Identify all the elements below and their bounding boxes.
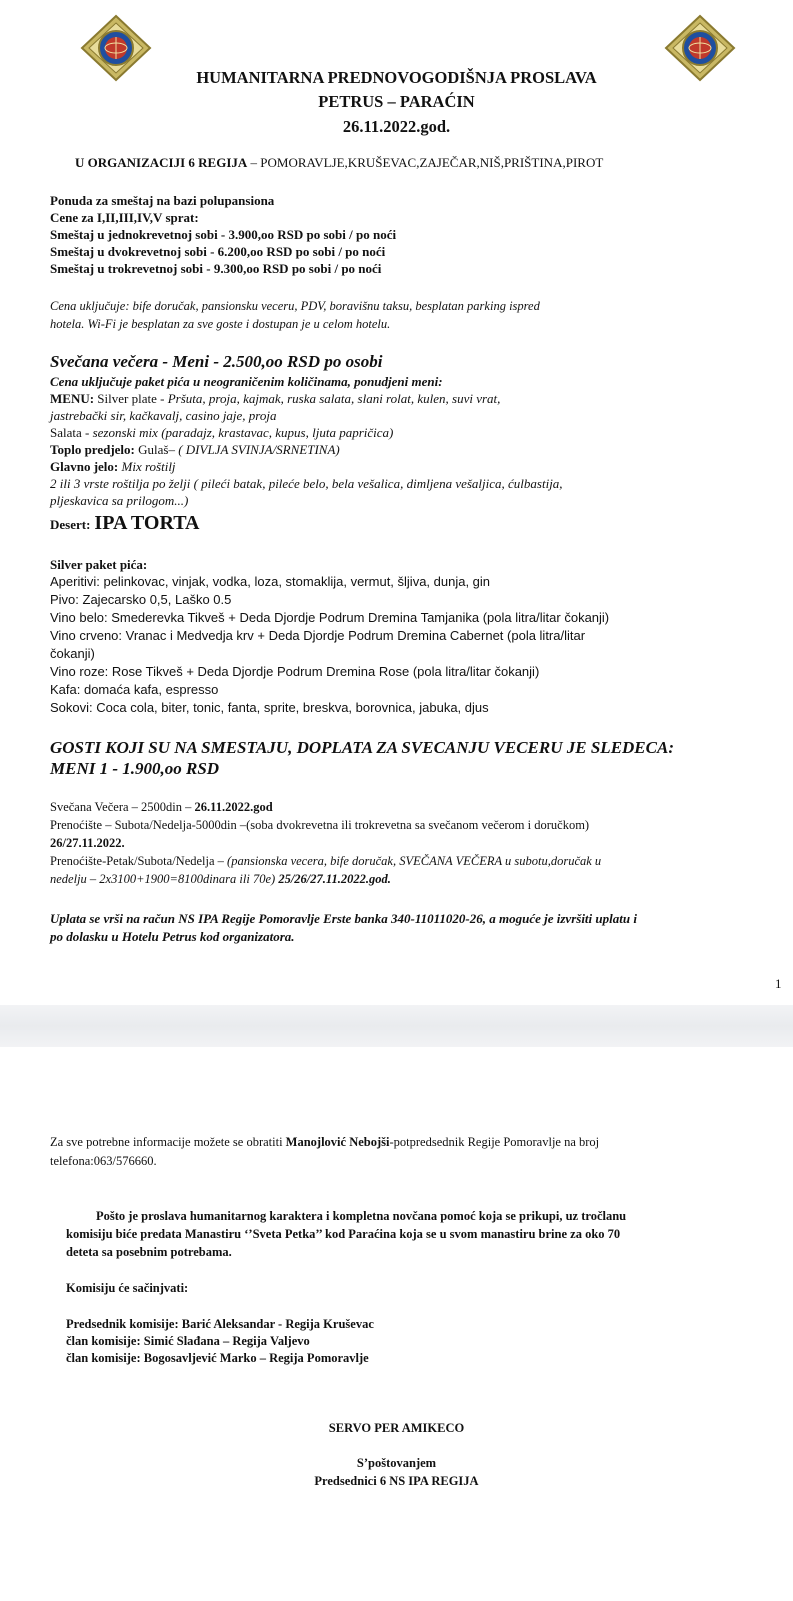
payment-line-2: po dolasku u Hotelu Petrus kod organizatora. <box>50 929 295 944</box>
contact-pre: Za sve potrebne informacije možete se obratiti <box>50 1135 286 1149</box>
price-single: Smeštaj u jednokrevetnoj sobi - 3.900,oo RSD po sobi / po noći <box>50 227 397 242</box>
accommodation-floors: Cene za I,II,III,IV,V sprat: <box>50 210 199 225</box>
package-three-nights-line-2 <box>50 872 391 887</box>
document-page-2 <box>0 1047 793 1601</box>
drinks-beer: Pivo: Zajecarsko 0,5, Laško 0.5 <box>50 592 232 607</box>
menu-label: MENU: <box>50 391 95 406</box>
guests-surcharge-line: GOSTI KOJI SU NA SMESTAJU, DOPLATA ZA SVECANJU VECERU JE SLEDECA: <box>50 738 674 757</box>
package-three-nights-price: nedelju – 2x3100+1900=8100dinara ili 70e) <box>50 872 279 886</box>
menu-line-1 <box>50 391 500 407</box>
charity-line-2: komisiju biće predata Manastiru ‘’Sveta Petka’’ kod Paraćina koja se u svom manastiru brine za oko 70 <box>66 1227 621 1241</box>
price-double: Smeštaj u dvokrevetnoj sobi - 6.200,oo RSD po sobi / po noći <box>50 244 386 259</box>
organizers-bold: U ORGANIZACIJI 6 REGIJA <box>75 155 248 170</box>
main-course-line <box>50 459 176 475</box>
grill-line-2: pljeskavica sa prilogom...) <box>50 493 189 508</box>
contact-name: Manojlović Nebojši <box>285 1135 390 1149</box>
committee-title: Komisiju će sačinjvati: <box>66 1281 189 1295</box>
contact-line-1 <box>50 1135 599 1150</box>
drinks-juices: Sokovi: Coca cola, biter, tonic, fanta, sprite, breskva, borovnica, jabuka, djus <box>50 700 489 715</box>
organizers-line <box>75 155 603 171</box>
warm-dish: Gulaš <box>134 442 169 457</box>
package-three-nights-details: (pansionska vecera, bife doručak, SVEČANA VEČERA u subotu,doručak u <box>227 854 602 868</box>
package-dinner-text: Svečana Večera – 2500din – <box>50 800 195 814</box>
package-weekend-date: 26/27.11.2022. <box>50 836 125 850</box>
dessert-name: IPA TORTA <box>94 512 200 534</box>
package-dinner-date: 26.11.2022.god <box>194 800 273 814</box>
organizers-regions: – POMORAVLJE,KRUŠEVAC,ZAJEČAR,NIŠ,PRIŠTINA,PIROT <box>247 155 604 170</box>
salad-label: Salata - <box>50 425 93 440</box>
drinks-red-wine-cont: čokanji) <box>50 646 95 661</box>
salad-line <box>50 425 393 441</box>
warm-label: Toplo predjelo: <box>50 442 135 457</box>
dinner-title: Svečana večera - Meni - 2.500,oo RSD po osobi <box>50 352 383 371</box>
committee-member-2: član komisije: Bogosavljević Marko – Regija Pomoravlje <box>66 1351 369 1365</box>
title-line-1: HUMANITARNA PREDNOVOGODIŠNJA PROSLAVA <box>196 68 597 87</box>
page-number: 1 <box>775 976 782 991</box>
main-items: Mix roštilj <box>118 459 176 474</box>
motto: SERVO PER AMIKECO <box>328 1421 465 1435</box>
contact-post: -potpredsednik Regije Pomoravlje na broj <box>389 1135 600 1149</box>
charity-line-3: deteta sa posebnim potrebama. <box>66 1245 232 1259</box>
accommodation-offer: Ponuda za smeštaj na bazi polupansiona <box>50 193 275 208</box>
page-separator <box>0 1005 793 1047</box>
drinks-coffee: Kafa: domaća kafa, espresso <box>50 682 219 697</box>
grill-line-1: 2 ili 3 vrste roštilja po želji ( pileći batak, pileće belo, bela vešalica, dimljena vešaljica, ćulbastija, <box>50 476 563 491</box>
package-three-nights <box>50 854 601 869</box>
menu-items-2: jastrebački sir, kačkavalj, casino jaje, proja <box>50 408 277 423</box>
main-label: Glavno jelo: <box>50 459 119 474</box>
payment-line-1: Uplata se vrši na račun NS IPA Regije Pomoravlje Erste banka 340-11011020-26, a moguće je izvršiti uplatu i <box>50 911 637 926</box>
committee-member-1: član komisije: Simić Slađana – Regija Valjevo <box>66 1334 310 1348</box>
dessert-label: Desert: <box>50 517 91 532</box>
menu-items-1: Pršuta, proja, kajmak, ruska salata, slani rolat, kulen, suvi vrat, <box>167 391 501 406</box>
includes-line-2: hotela. Wi-Fi je besplatan za sve goste i dostupan je u celom hotelu. <box>50 317 391 331</box>
drinks-title: Silver paket pića: <box>50 557 148 572</box>
package-three-nights-text: Prenoćište-Petak/Subota/Nedelja – <box>50 854 228 868</box>
price-triple: Smeštaj u trokrevetnoj sobi - 9.300,oo RSD po sobi / po noći <box>50 261 382 276</box>
committee-president: Predsednik komisije: Barić Aleksandar - Regija Kruševac <box>66 1317 374 1331</box>
package-dinner <box>50 800 273 815</box>
regards: S’poštovanjem <box>356 1456 437 1470</box>
package-weekend: Prenoćište – Subota/Nedelja-5000din –(soba dvokrevetna ili trokrevetna sa svečanom večerom i doručkom) <box>50 818 590 832</box>
drinks-aperitifs: Aperitivi: pelinkovac, vinjak, vodka, loza, stomaklija, vermut, šljiva, dunja, gin <box>50 574 491 589</box>
contact-phone: telefona:063/576660. <box>50 1154 157 1168</box>
warm-starter-line <box>50 442 340 458</box>
drinks-white-wine: Vino belo: Smederevka Tikveš + Deda Djordje Podrum Dremina Tamjanika (pola litra/litar čokanji) <box>50 610 610 625</box>
title-line-2: PETRUS – PARAĆIN <box>318 92 475 111</box>
salad-items: sezonski mix (paradajz, krastavac, kupus, ljuta papričica) <box>92 425 394 440</box>
warm-items: – ( DIVLJA SVINJA/SRNETINA) <box>168 442 340 457</box>
charity-line-1: Pošto je proslava humanitarnog karaktera i kompletna novčana pomoć koja se prikupi, uz tročlanu <box>96 1209 627 1223</box>
drinks-red-wine: Vino crveno: Vranac i Medvedja krv + Deda Djordje Podrum Dremina Cabernet (pola litra/litar <box>50 628 586 643</box>
menu-plate: Silver plate - <box>94 391 168 406</box>
package-three-nights-date: 25/26/27.11.2022.god. <box>278 872 391 886</box>
signature: Predsednici 6 NS IPA REGIJA <box>314 1474 479 1488</box>
drinks-rose-wine: Vino roze: Rose Tikveš + Deda Djordje Podrum Dremina Rose (pola litra/litar čokanji) <box>50 664 540 679</box>
dessert-line <box>50 512 200 535</box>
event-date: 26.11.2022.god. <box>342 117 451 136</box>
guests-menu-price: MENI 1 - 1.900,oo RSD <box>50 759 220 778</box>
includes-line-1: Cena uključuje: bife doručak, pansionsku veceru, PDV, boravišnu taksu, besplatan parking ispred <box>50 299 540 313</box>
dinner-includes: Cena uključuje paket pića u neograničenim količinama, ponudjeni meni: <box>50 374 443 389</box>
